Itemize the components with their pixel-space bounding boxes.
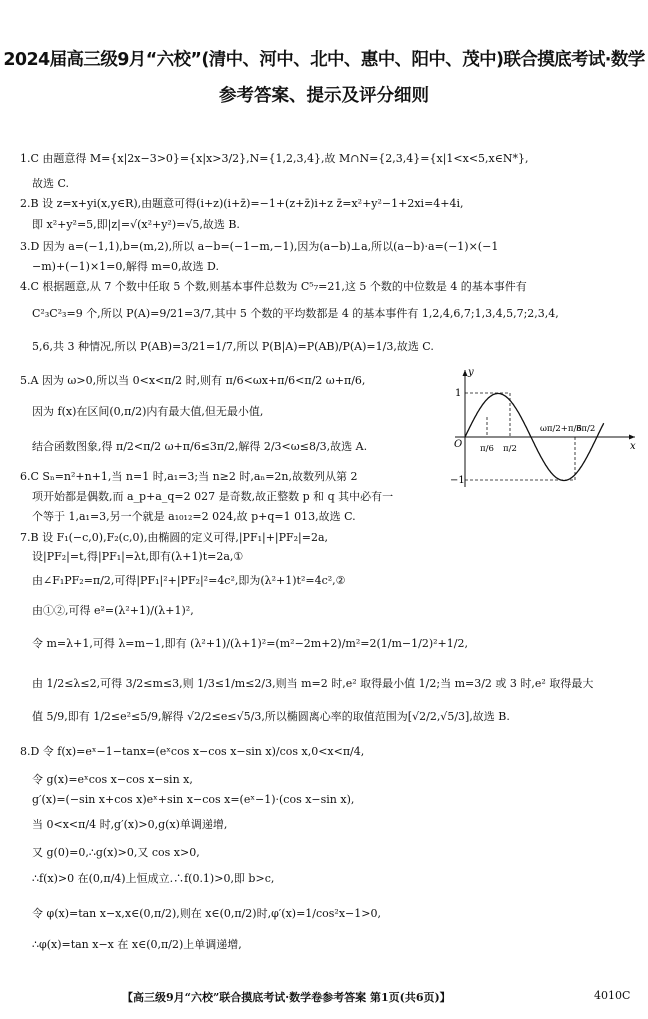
answer-8-line-5: 又 g(0)=0,∴g(x)>0,又 cos x>0, — [32, 846, 200, 859]
answer-7-line-6: 由 1/2≤λ≤2,可得 3/2≤m≤3,则 1/3≤1/m≤2/3,则当 m=2 时,e² 取得最小值 1/2;当 m=3/2 或 3 时,e² 取得最大 — [32, 677, 594, 690]
answer-6-line-2: 项开始都是偶数,而 a_p+a_q=2 027 是奇数,故正整数 p 和 q 其中必有一 — [32, 490, 394, 503]
sine-function-graph — [450, 365, 640, 490]
answer-2-line-2: 即 x²+y²=5,即|z|=√(x²+y²)=√5,故选 B. — [32, 218, 240, 231]
page-title-line-2: 参考答案、提示及评分细则 — [219, 86, 429, 106]
y-tick-minus-one: −1 — [450, 475, 465, 486]
footer-text: 【高三级9月“六校”联合摸底考试·数学卷参考答案 第1页(共6页)】 — [122, 991, 451, 1004]
answer-6-line-1: 6.C Sₙ=n²+n+1,当 n=1 时,a₁=3;当 n≥2 时,aₙ=2n,故数列从第 2 — [20, 470, 358, 483]
answer-3-line-1: 3.D 因为 a=(−1,1),b=(m,2),所以 a−b=(−1−m,−1),因为(a−b)⊥a,所以(a−b)·a=(−1)×(−1 — [20, 240, 499, 253]
answer-7-line-7: 值 5/9,即有 1/2≤e²≤5/9,解得 √2/2≤e≤√5/3,所以椭圆离心率的取值范围为[√2/2,√5/3],故选 B. — [32, 710, 510, 723]
answer-2-line-1: 2.B 设 z=x+yi(x,y∈R),由题意可得(i+z)(i+z̄)=−1+(z+z̄)i+z z̄=x²+y²−1+2xi=4+4i, — [20, 197, 464, 210]
x-axis-arrow — [629, 435, 635, 440]
answer-8-line-2: 令 g(x)=eˣcos x−cos x−sin x, — [32, 773, 193, 786]
answer-7-line-2: 设|PF₂|=t,得|PF₁|=λt,即有(λ+1)t=2a,① — [32, 550, 244, 563]
answer-4-line-3: 5,6,共 3 种情况,所以 P(AB)=3/21=1/7,所以 P(B|A)=P(AB)/P(A)=1/3,故选 C. — [32, 340, 434, 353]
answer-5-line-3: 结合函数图象,得 π/2<π/2 ω+π/6≤3π/2,解得 2/3<ω≤8/3,故选 A. — [32, 440, 368, 453]
answer-7-line-4: 由①②,可得 e²=(λ²+1)/(λ+1)², — [32, 604, 194, 617]
x-axis-label: x — [630, 441, 636, 452]
answer-8-line-7: 令 φ(x)=tan x−x,x∈(0,π/2),则在 x∈(0,π/2)时,φ′(x)=1/cos²x−1>0, — [32, 907, 381, 920]
footer-code: 4010C — [594, 989, 631, 1002]
y-axis-arrow — [463, 370, 468, 376]
x-tick-omega-expression: ωπ/2+π/6 — [540, 424, 582, 434]
answer-4-line-1: 4.C 根据题意,从 7 个数中任取 5 个数,则基本事件总数为 C⁵₇=21,这 5 个数的中位数是 4 的基本事件有 — [20, 280, 527, 293]
answer-8-line-6: ∴f(x)>0 在(0,π/4)上恒成立.∴f(0.1)>0,即 b>c, — [32, 872, 275, 885]
page-title-line-1: 2024届高三级9月“六校”(清中、河中、北中、惠中、阳中、茂中)联合摸底考试·数学 — [3, 50, 645, 70]
answer-7-line-1: 7.B 设 F₁(−c,0),F₂(c,0),由椭圆的定义可得,|PF₁|+|PF₂|=2a, — [20, 531, 329, 544]
answer-7-line-5: 令 m=λ+1,可得 λ=m−1,即有 (λ²+1)/(λ+1)²=(m²−2m+2)/m²=2(1/m−1/2)²+1/2, — [32, 637, 468, 650]
answer-5-line-1: 5.A 因为 ω>0,所以当 0<x<π/2 时,则有 π/6<ωx+π/6<π/2 ω+π/6, — [20, 374, 366, 387]
answer-6-line-3: 个等于 1,a₁=3,另一个就是 a₁₀₁₂=2 024,故 p+q=1 013,故选 C. — [32, 510, 356, 523]
y-tick-one: 1 — [455, 388, 462, 399]
answer-8-line-1: 8.D 令 f(x)=eˣ−1−tanx=(eˣcos x−cos x−sin x)/cos x,0<x<π/4, — [20, 745, 365, 758]
origin-label: O — [454, 439, 463, 450]
answer-8-line-3: g′(x)=(−sin x+cos x)eˣ+sin x−cos x=(eˣ−1)·(cos x−sin x), — [32, 793, 355, 806]
answer-7-line-3: 由∠F₁PF₂=π/2,可得|PF₁|²+|PF₂|²=4c²,即为(λ²+1)t²=4c²,② — [32, 574, 346, 587]
x-tick-pi-over-6: π/6 — [480, 444, 494, 454]
answer-4-line-2: C²₃C²₃=9 个,所以 P(A)=9/21=3/7,其中 5 个数的平均数都是 4 的基本事件有 1,2,4,6,7;1,3,4,5,7;2,3,4, — [32, 307, 559, 320]
answer-5-line-2: 因为 f(x)在区间(0,π/2)内有最大值,但无最小值, — [32, 405, 264, 418]
answer-1-line-2: 故选 C. — [32, 177, 70, 190]
answer-1-line-1: 1.C 由题意得 M={x|2x−3>0}={x|x>3/2},N={1,2,3,4},故 M∩N={2,3,4}={x|1<x<5,x∈N*}, — [20, 152, 529, 165]
y-axis-label: y — [468, 367, 474, 378]
x-tick-pi-over-2: π/2 — [503, 444, 517, 454]
answer-8-line-4: 当 0<x<π/4 时,g′(x)>0,g(x)单调递增, — [32, 818, 228, 831]
answer-8-line-8: ∴φ(x)=tan x−x 在 x∈(0,π/2)上单调递增, — [32, 938, 242, 951]
x-tick-three-pi-over-2: 3π/2 — [576, 424, 596, 434]
answer-3-line-2: −m)+(−1)×1=0,解得 m=0,故选 D. — [32, 260, 219, 273]
